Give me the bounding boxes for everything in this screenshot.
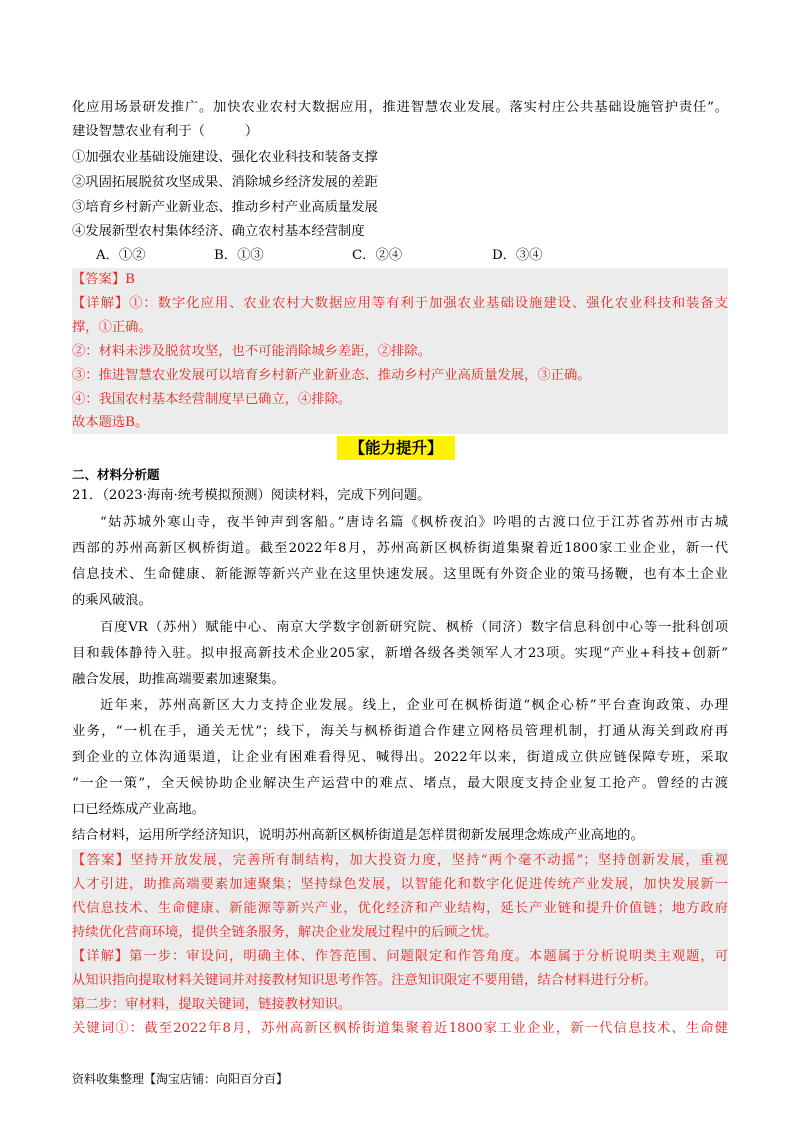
question-stem: 建设智慧农业有利于（ ） xyxy=(72,124,259,139)
material-line: 业务，“一机在手，通关无忧”；线下，海关与枫桥街道合作建立网格员管理机制，打通从海关到政府再 xyxy=(72,724,728,739)
detail-line: 【详解】①：数字化应用、农业农村大数据应用等有利于加强农业基础设施建设、强化农业科技和装备支 xyxy=(72,296,728,311)
text-line: 化应用场景研发推广。加快农业农村大数据应用，推进智慧农业发展。落实村庄公共基础设施管护责任”。 xyxy=(72,100,728,115)
detail-line: 第二步：审材料，提取关键词，链接教材知识。 xyxy=(72,997,352,1012)
material-line: 近年来，苏州高新区大力支持企业发展。线上，企业可在枫桥街道“枫企心桥”平台查询政策、办理 xyxy=(100,698,728,713)
detail-line: 故本题选B。 xyxy=(72,415,149,430)
material-line: 百度VR（苏州）赋能中心、南京大学数字创新研究院、枫桥（同济）数字信息科创中心等一批科创项 xyxy=(100,620,728,635)
answer-line: 人才引进，助推高端要素加速聚集；坚持绿色发展，以智能化和数字化促进传统产业发展，加快发展新一 xyxy=(72,877,728,892)
question-ask: 结合材料，运用所学经济知识，说明苏州高新区枫桥街道是怎样贯彻新发展理念炼成产业高地的。 xyxy=(72,828,644,843)
answer-line: 持续优化营商环境，提供全链条服务，解决企业发展过程中的后顾之忧。 xyxy=(72,925,498,940)
choice-item: ②巩固拓展脱贫攻坚成果、消除城乡经济发展的差距 xyxy=(72,175,378,190)
material-line: 到企业的立体沟通渠道，让企业有困难看得见、喊得出。2022年以来，街道成立供应链保障专班，采取 xyxy=(72,750,728,765)
answer-line: 代信息技术、生命健康、新能源等新兴产业，优化经济和产业结构，延长产业链和提升价值链；地方政府 xyxy=(72,901,728,916)
material-line: 目和载体静待入驻。拟申报高新技术企业205家，新增各级各类领军人才23项。实现“产业+科技+创新” xyxy=(72,646,728,661)
answer-line: 【答案】坚持开放发展，完善所有制结构，加大投资力度，坚持“两个毫不动摇”；坚持创新发展，重视 xyxy=(72,853,728,868)
option-b: B．①③ xyxy=(214,248,264,263)
detail-line: ②：材料未涉及脱贫攻坚，也不可能消除城乡差距，②排除。 xyxy=(72,344,432,359)
page-footer: 资料收集整理【淘宝店铺：向阳百分百】 xyxy=(72,1072,289,1086)
detail-line: ④：我国农村基本经营制度早已确立，④排除。 xyxy=(72,392,352,407)
material-line: 融合发展，助推高端要素加速聚集。 xyxy=(72,672,285,687)
detail-line: 撑，①正确。 xyxy=(72,320,152,335)
material-line: 的乘风破浪。 xyxy=(72,593,152,608)
material-line: 信息技术、生命健康、新能源等新兴产业在这里快速发展。这里既有外资企业的策马扬鞭，也有本土企业 xyxy=(72,567,728,582)
material-line: 口已经炼成产业高地。 xyxy=(72,802,205,817)
detail-line: 关键词①：截至2022年8月，苏州高新区枫桥街道集聚着近1800家工业企业，新一代信息技术、生命健 xyxy=(72,1021,728,1036)
option-a: A．①② xyxy=(96,248,146,263)
section-title: 二、材料分析题 xyxy=(72,467,160,482)
section-banner: 【能力提升】 xyxy=(337,436,455,460)
detail-line: 【详解】第一步：审设问，明确主体、作答范围、问题限定和作答角度。本题属于分析说明类主观题，可 xyxy=(72,949,728,964)
answer-options xyxy=(96,244,696,268)
material-line: “一企一策”，全天候协助企业解决生产运营中的难点、堵点，最大限度支持企业复工抢产。曾经的古渡 xyxy=(72,776,728,791)
detail-line: ③：推进智慧农业发展可以培育乡村新产业新业态、推动乡村产业高质量发展，③正确。 xyxy=(72,368,591,383)
option-d: D．③④ xyxy=(492,248,543,263)
question-stem: 21．（2023·海南·统考模拟预测）阅读材料，完成下列问题。 xyxy=(72,488,431,503)
material-line: 西部的苏州高新区枫桥街道。截至2022年8月，苏州高新区枫桥街道集聚着近1800家工业企业，新一代 xyxy=(72,541,728,556)
detail-line: 从知识指向提取材料关键词并对接教材知识思考作答。注意知识限定不要用错，结合材料进行分析。 xyxy=(72,973,658,988)
option-c: C．②④ xyxy=(352,248,403,263)
choice-item: ③培育乡村新产业新业态、推动乡村产业高质量发展 xyxy=(72,200,378,215)
choice-item: ①加强农业基础设施建设、强化农业科技和装备支撑 xyxy=(72,150,378,165)
choice-item: ④发展新型农村集体经济、确立农村基本经营制度 xyxy=(72,224,365,239)
material-line: “姑苏城外寒山寺，夜半钟声到客船。”唐诗名篇《枫桥夜泊》吟唱的古渡口位于江苏省苏州市古城 xyxy=(100,515,728,530)
answer-label: 【答案】B xyxy=(72,272,135,287)
